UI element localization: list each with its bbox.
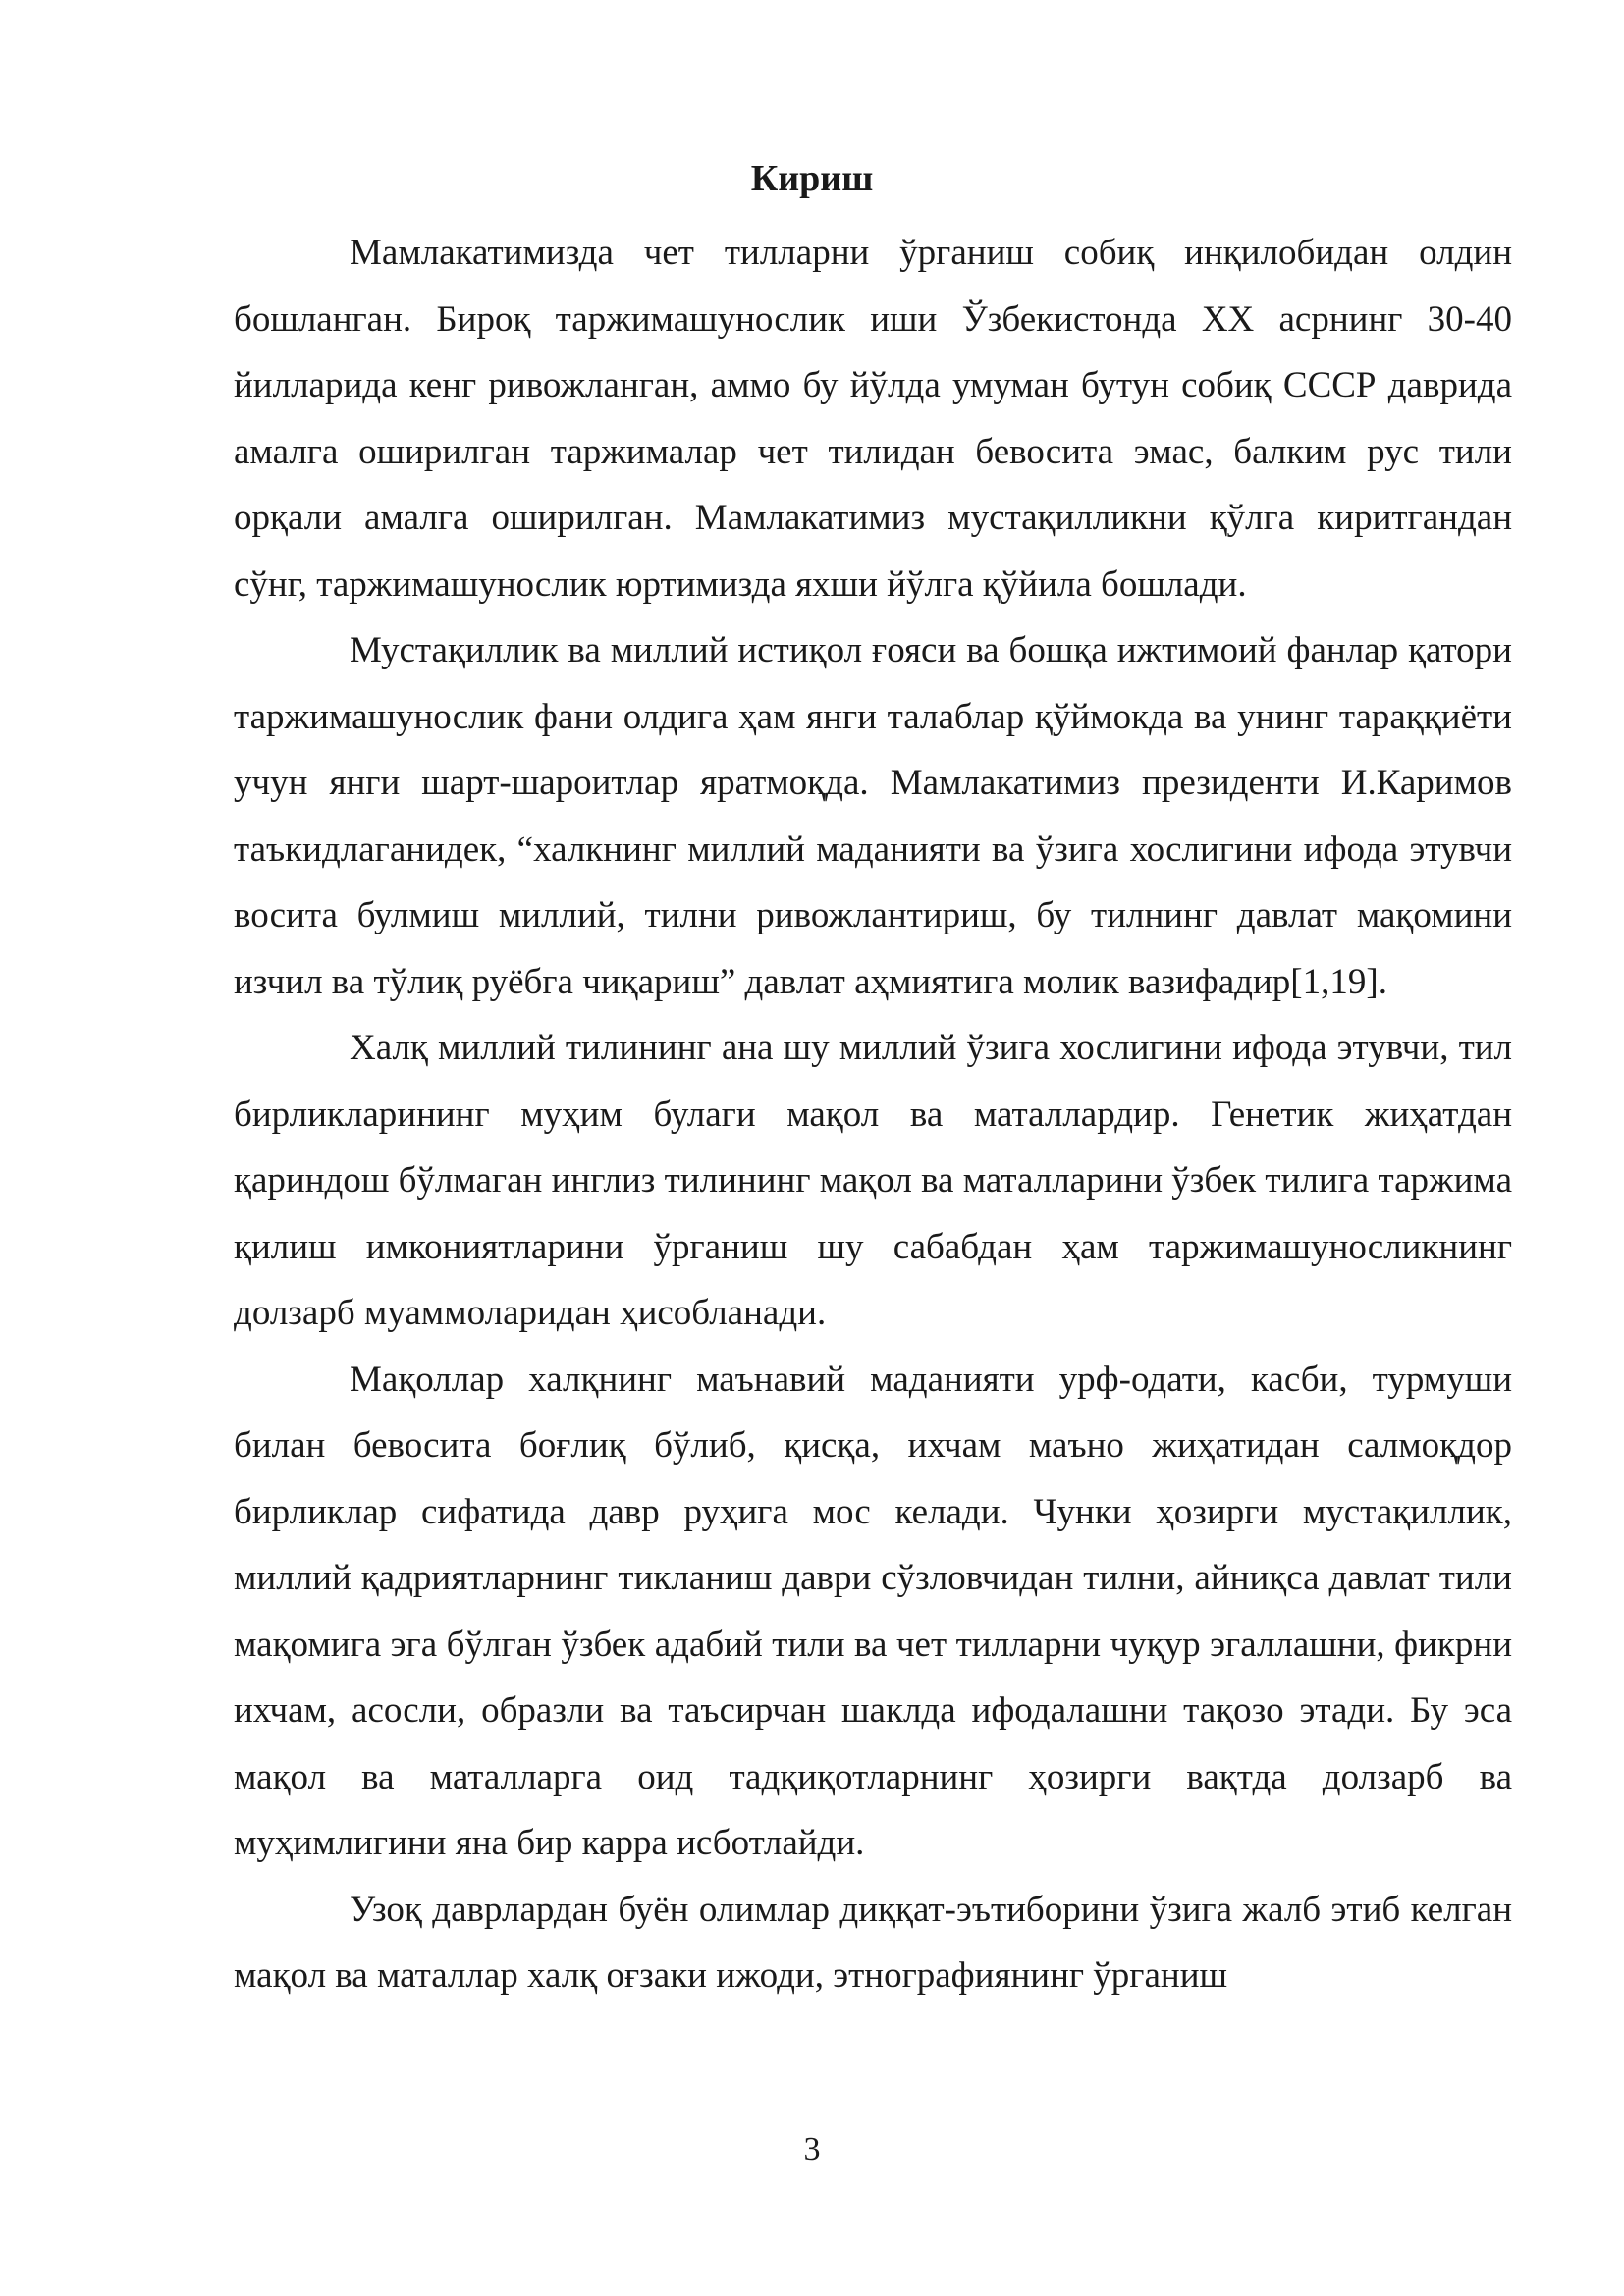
paragraph-3: Халқ миллий тилининг ана шу миллий ўзига хослигини ифода этувчи, тил бирликларининг муҳим булаги мақол ва маталлардир. Генетик жиҳатдан қариндош бўлмаган инглиз тилининг мақол ва маталларини ўзбек тилига таржима қилиш имкониятларини ўрганиш шу сабабдан ҳам таржимашуносликнинг долзарб муаммоларидан ҳисобланади. <box>234 1028 1512 1333</box>
page-title: Кириш <box>750 158 874 199</box>
paragraph-5: Узоқ даврлардан буён олимлар диққат-эътиборини ўзига жалб этиб келган мақол ва маталлар халқ оғзаки ижоди, этнографиянинг ўрганиш <box>234 1889 1512 1996</box>
paragraph-2: Мустақиллик ва миллий истиқол ғояси ва бошқа ижтимоий фанлар қатори таржимашунослик фани олдига ҳам янги талаблар қўймокда ва унинг тараққиёти учун янги шарт-шароитлар яратмоқда. Мамлакатимиз президенти И.Каримов таъкидлаганидек, “халкнинг миллий маданияти ва ўзига хослигини ифода этувчи восита булмиш миллий, тилни ривожлантириш, бу тилнинг давлат мақомини изчил ва тўлиқ руёбга чиқариш” давлат аҳмиятига молик вазифадир[1,19]. <box>234 630 1512 1002</box>
page-number: 3 <box>803 2131 821 2167</box>
paragraph-4: Мақоллар халқнинг маънавий маданияти урф-одати, касби, турмуши билан бевосита боғлиқ бўлиб, қисқа, ихчам маъно жиҳатидан салмоқдор бирликлар сифатида давр руҳига мос келади. Чунки ҳозирги мустақиллик, миллий қадриятларнинг тикланиш даври сўзловчидан тилни, айниқса давлат тили мақомига эга бўлган ўзбек адабий тили ва чет тилларни чуқур эгаллашни, фикрни ихчам, асосли, образли ва таъсирчан шаклда ифодалашни тақозо этади. Бу эса мақол ва маталларга оид тадқиқотларнинг ҳозирги вақтда долзарб ва муҳимлигини яна бир карра исботлайди. <box>234 1359 1512 1863</box>
paragraph-1: Мамлакатимизда чет тилларни ўрганиш собиқ инқилобидан олдин бошланган. Бироқ таржимашунослик иши Ўзбекистонда XX асрнинг 30-40 йилларида кенг ривожланган, аммо бу йўлда умуман бутун собиқ СССР даврида амалга оширилган таржималар чет тилидан бевосита эмас, балким рус тили орқали амалга оширилган. Мамлакатимиз мустақилликни қўлга киритгандан сўнг, таржимашунослик юртимизда яхши йўлга қўйила бошлади. <box>234 233 1512 605</box>
body-text <box>234 220 1512 2009</box>
